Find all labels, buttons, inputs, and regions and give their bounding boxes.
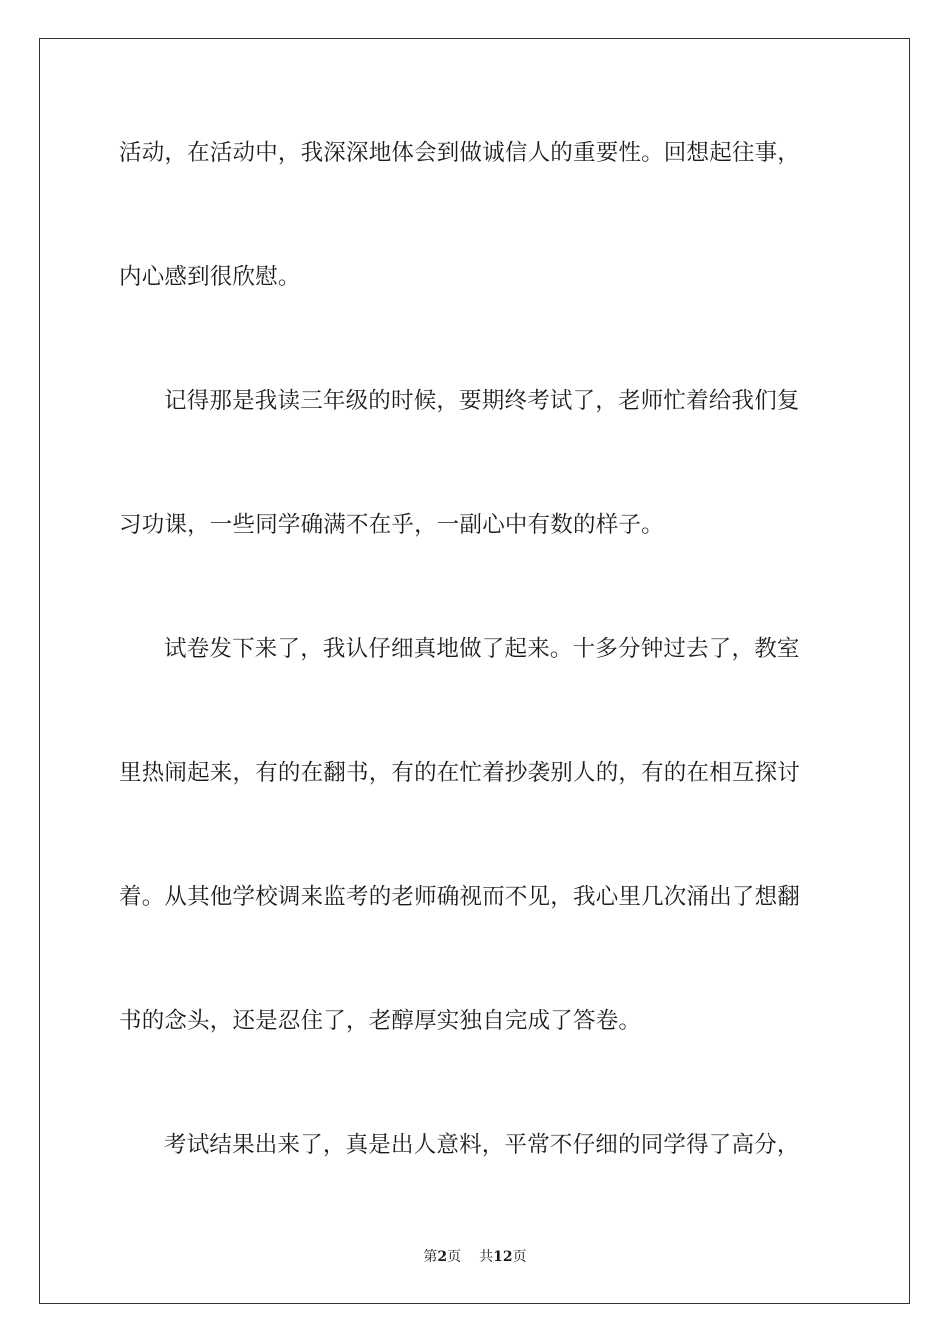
paragraph-line: 考试结果出来了，真是出人意料，平常不仔细的同学得了高分， — [164, 1132, 800, 1158]
page-prefix: 第 — [423, 1249, 438, 1265]
paragraph-line: 内心感到很欣慰。 — [119, 264, 301, 290]
total-suffix: 页 — [512, 1249, 527, 1265]
paragraph-line: 着。从其他学校调来监考的老师确视而不见，我心里几次涌出了想翻 — [119, 884, 801, 910]
page-border — [39, 38, 910, 1304]
total-prefix: 共 — [479, 1249, 494, 1265]
page-total: 12 — [493, 1249, 513, 1265]
paragraph-line: 活动，在活动中，我深深地体会到做诚信人的重要性。回想起往事， — [119, 140, 801, 166]
page-suffix: 页 — [447, 1249, 462, 1265]
paragraph-line: 记得那是我读三年级的时候，要期终考试了，老师忙着给我们复 — [164, 388, 800, 414]
page-footer — [0, 1247, 950, 1267]
paragraph-line: 书的念头，还是忍住了，老醇厚实独自完成了答卷。 — [119, 1008, 642, 1034]
paragraph-line: 习功课，一些同学确满不在乎，一副心中有数的样子。 — [119, 512, 664, 538]
page-current: 2 — [437, 1249, 448, 1265]
paragraph-line: 里热闹起来，有的在翻书，有的在忙着抄袭别人的，有的在相互探讨 — [119, 760, 801, 786]
paragraph-line: 试卷发下来了，我认仔细真地做了起来。十多分钟过去了，教室 — [164, 636, 800, 662]
